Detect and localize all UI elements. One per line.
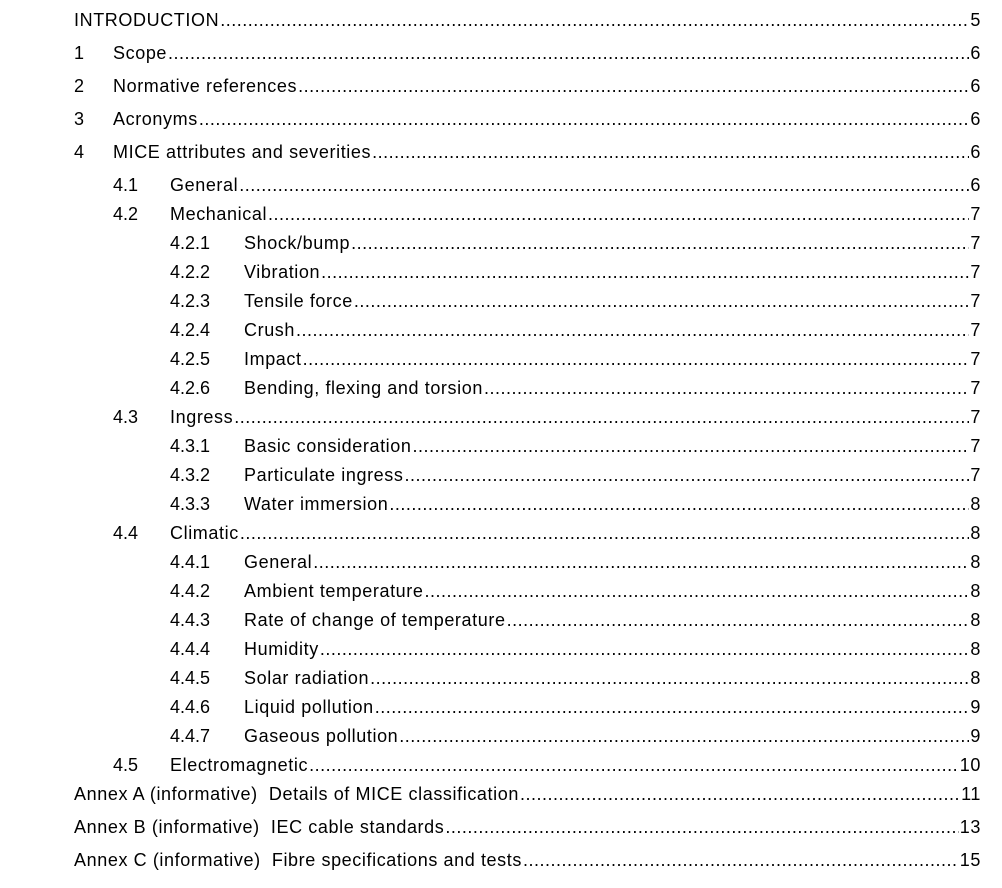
toc-entry-number: 1: [74, 43, 85, 63]
toc-entry-number: 4.4.2: [170, 581, 211, 601]
toc-entry-title: General: [244, 552, 313, 572]
dot-leader: [168, 41, 969, 65]
dot-leader: [370, 666, 969, 690]
toc-entry-number: 4: [74, 142, 85, 162]
toc-entry-number: 4.4: [113, 523, 139, 543]
dot-leader: [372, 140, 969, 164]
toc-entry[interactable]: [0, 41, 1002, 65]
toc-entry[interactable]: [0, 8, 1002, 32]
toc-entry[interactable]: [0, 637, 1002, 661]
toc-entry-page-number: 9: [970, 726, 981, 746]
toc-entry[interactable]: [0, 579, 1002, 603]
dot-leader: [268, 202, 969, 226]
dot-leader: [424, 579, 969, 603]
toc-entry-title: Bending, flexing and torsion: [244, 378, 483, 398]
toc-entry-page-number: 8: [970, 639, 981, 659]
toc-entry-page-number: 6: [970, 76, 981, 96]
toc-entry[interactable]: [0, 666, 1002, 690]
dot-leader: [375, 695, 970, 719]
toc-entry-number: 4.2.3: [170, 291, 211, 311]
dot-leader: [520, 782, 960, 806]
toc-entry[interactable]: [0, 107, 1002, 131]
toc-entry-page-number: 6: [970, 142, 981, 162]
dot-leader: [298, 74, 969, 98]
toc-entry[interactable]: [0, 347, 1002, 371]
dot-leader: [354, 289, 970, 313]
dot-leader: [507, 608, 970, 632]
toc-entry-number: 4.5: [113, 755, 139, 775]
toc-entry-page-number: 8: [970, 668, 981, 688]
toc-entry-number: 4.4.3: [170, 610, 211, 630]
toc-entry-title: General: [170, 175, 239, 195]
dot-leader: [234, 405, 969, 429]
toc-entry[interactable]: [0, 289, 1002, 313]
toc-entry-title: Particulate ingress: [244, 465, 404, 485]
dot-leader: [296, 318, 969, 342]
toc-entry-title: Scope: [113, 43, 168, 63]
dot-leader: [199, 107, 970, 131]
toc-entry-title: Impact: [244, 349, 302, 369]
toc-entry[interactable]: [0, 376, 1002, 400]
toc-entry-number: 4.1: [113, 175, 139, 195]
dot-leader: [240, 521, 970, 545]
toc-entry[interactable]: [0, 318, 1002, 342]
toc-entry-page-number: 7: [970, 465, 981, 485]
toc-entry-number: 4.2.5: [170, 349, 211, 369]
toc-entry[interactable]: [0, 815, 1002, 839]
toc-entry-page-number: 6: [970, 43, 981, 63]
dot-leader: [389, 492, 969, 516]
toc-entry-title: Vibration: [244, 262, 321, 282]
toc-entry-title: Annex A (informative) Details of MICE classification: [74, 784, 519, 804]
toc-entry[interactable]: [0, 608, 1002, 632]
toc-entry-page-number: 8: [970, 581, 981, 601]
toc-entry-page-number: 6: [970, 175, 981, 195]
toc-entry-title: Annex B (informative) IEC cable standards: [74, 817, 445, 837]
toc-entry-number: 4.2: [113, 204, 139, 224]
toc-entry-page-number: 7: [970, 291, 981, 311]
dot-leader: [351, 231, 969, 255]
toc-entry-title: Basic consideration: [244, 436, 412, 456]
dot-leader: [321, 260, 969, 284]
toc-entry[interactable]: [0, 782, 1002, 806]
toc-entry-page-number: 8: [970, 523, 981, 543]
toc-entry-page-number: 8: [970, 494, 981, 514]
toc-entry-number: 4.2.1: [170, 233, 211, 253]
toc-entry-number: 4.3: [113, 407, 139, 427]
toc-entry-page-number: 7: [970, 378, 981, 398]
toc-entry-title: Rate of change of temperature: [244, 610, 506, 630]
dot-leader: [413, 434, 970, 458]
toc-entry-title: INTRODUCTION: [74, 10, 220, 30]
toc-entry[interactable]: [0, 550, 1002, 574]
toc-entry-page-number: 9: [970, 697, 981, 717]
toc-entry-title: Crush: [244, 320, 296, 340]
toc-entry-number: 4.3.1: [170, 436, 211, 456]
toc-entry-page-number: 6: [970, 109, 981, 129]
toc-entry-title: Liquid pollution: [244, 697, 374, 717]
toc-entry[interactable]: [0, 202, 1002, 226]
toc-entry-page-number: 7: [970, 436, 981, 456]
toc-entry[interactable]: [0, 492, 1002, 516]
dot-leader: [220, 8, 969, 32]
toc-entry[interactable]: [0, 463, 1002, 487]
toc-entry[interactable]: [0, 724, 1002, 748]
toc-entry-title: Water immersion: [244, 494, 389, 514]
dot-leader: [313, 550, 969, 574]
toc-entry[interactable]: [0, 848, 1002, 872]
toc-entry-page-number: 10: [959, 755, 981, 775]
toc-entry-page-number: 7: [970, 407, 981, 427]
toc-entry-number: 4.4.5: [170, 668, 211, 688]
toc-entry-page-number: 8: [970, 552, 981, 572]
toc-entry-title: Acronyms: [113, 109, 198, 129]
toc-entry-title: Ambient temperature: [244, 581, 424, 601]
toc-entry-page-number: 7: [970, 204, 981, 224]
toc-entry-title: Solar radiation: [244, 668, 370, 688]
toc-entry[interactable]: [0, 521, 1002, 545]
toc-entry-page-number: 11: [961, 784, 981, 804]
toc-entry[interactable]: [0, 173, 1002, 197]
toc-entry-page-number: 7: [970, 233, 981, 253]
toc-entry-number: 4.2.6: [170, 378, 211, 398]
dot-leader: [484, 376, 969, 400]
toc-entry-number: 4.2.2: [170, 262, 211, 282]
toc-entry-number: 4.4.7: [170, 726, 211, 746]
toc-entry[interactable]: [0, 753, 1002, 777]
dot-leader: [404, 463, 969, 487]
dot-leader: [523, 848, 959, 872]
toc-entry-number: 4.2.4: [170, 320, 211, 340]
toc-entry-title: Normative references: [113, 76, 298, 96]
toc-entry-title: Mechanical: [170, 204, 268, 224]
dot-leader: [239, 173, 969, 197]
dot-leader: [445, 815, 958, 839]
toc-entry-title: Tensile force: [244, 291, 353, 311]
toc-entry[interactable]: [0, 140, 1002, 164]
toc-entry-title: Electromagnetic: [170, 755, 309, 775]
toc-entry-number: 4.3.3: [170, 494, 211, 514]
dot-leader: [309, 753, 959, 777]
toc-entry-number: 4.4.4: [170, 639, 211, 659]
toc-entry-title: Annex C (informative) Fibre specifications and tests: [74, 850, 522, 870]
toc-entry-title: Gaseous pollution: [244, 726, 399, 746]
toc-entry[interactable]: [0, 695, 1002, 719]
toc-entry[interactable]: [0, 74, 1002, 98]
toc-entry[interactable]: [0, 434, 1002, 458]
dot-leader: [399, 724, 969, 748]
toc-entry-number: 3: [74, 109, 85, 129]
toc-entry[interactable]: [0, 260, 1002, 284]
toc-entry-number: 4.4.1: [170, 552, 211, 572]
toc-entry-title: Shock/bump: [244, 233, 351, 253]
toc-entry-title: Climatic: [170, 523, 239, 543]
toc-entry-page-number: 7: [970, 262, 981, 282]
toc-entry[interactable]: [0, 231, 1002, 255]
dot-leader: [320, 637, 970, 661]
toc-entry-page-number: 13: [959, 817, 981, 837]
toc-entry-page-number: 8: [970, 610, 981, 630]
toc-entry-number: 2: [74, 76, 85, 96]
toc-entry[interactable]: [0, 405, 1002, 429]
toc-entry-page-number: 15: [959, 850, 981, 870]
toc-entry-page-number: 7: [970, 320, 981, 340]
toc-entry-page-number: 5: [970, 10, 981, 30]
toc-entry-page-number: 7: [970, 349, 981, 369]
toc-entry-number: 4.3.2: [170, 465, 211, 485]
toc-entry-title: MICE attributes and severities: [113, 142, 372, 162]
dot-leader: [303, 347, 970, 371]
toc-entry-number: 4.4.6: [170, 697, 211, 717]
toc-entry-title: Ingress: [170, 407, 234, 427]
toc-entry-title: Humidity: [244, 639, 319, 659]
